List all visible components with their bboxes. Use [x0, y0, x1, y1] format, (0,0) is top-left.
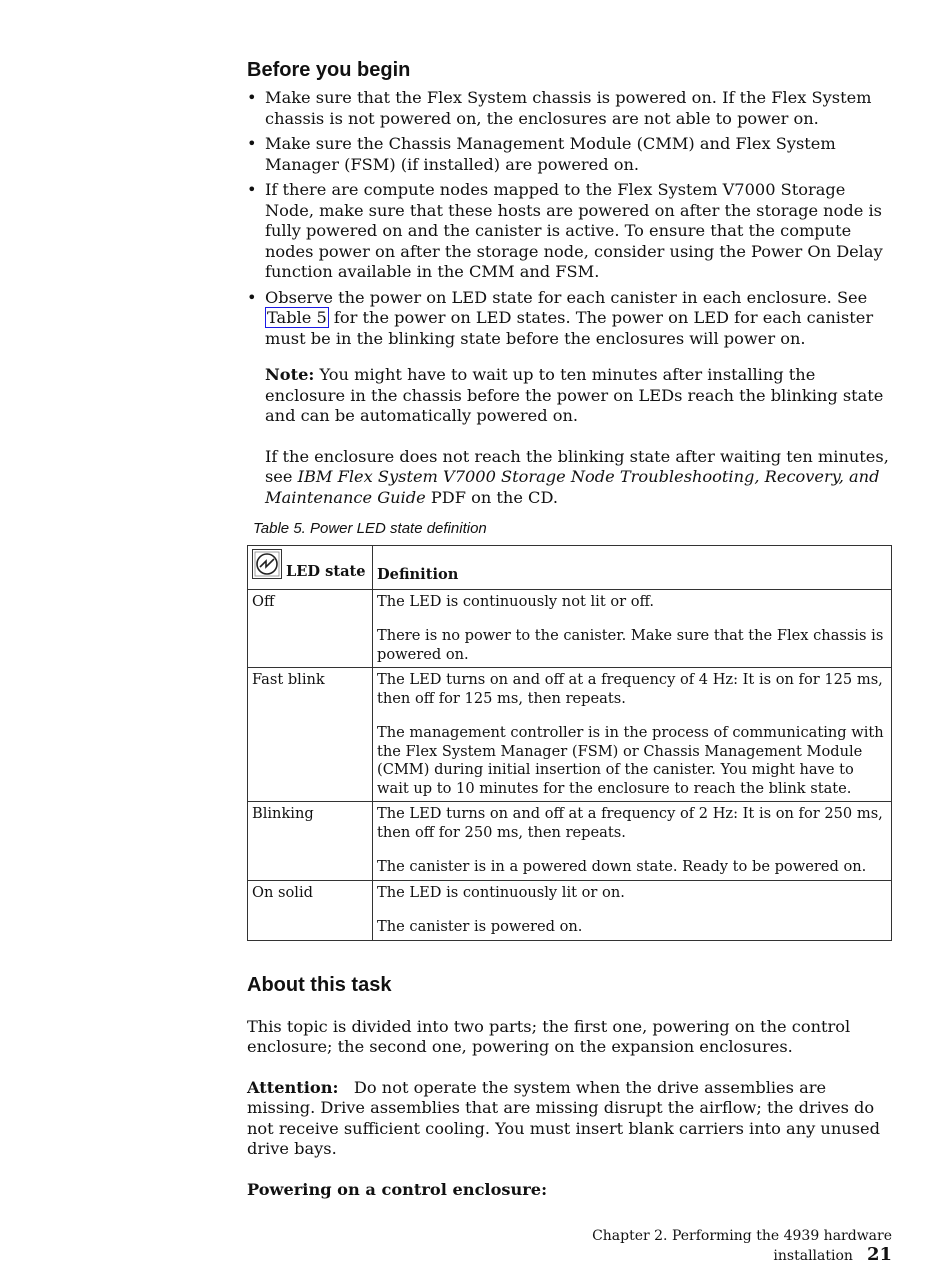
- table-row: [248, 802, 892, 881]
- led-state-header: [248, 546, 373, 590]
- page-number: 21: [866, 1244, 892, 1265]
- guide-title: IBM Flex System V7000 Storage Node Troubleshooting, Recovery, and Maintenance Guide: [265, 467, 880, 507]
- list-item: • Make sure the Chassis Management Module (CMM) and Flex System Manager (FSM) (if installed) are powered on.: [247, 134, 836, 174]
- table-header-row: [248, 546, 892, 590]
- page-content: [247, 56, 892, 1200]
- definition-text: The LED is continuously not lit or off.: [377, 592, 655, 610]
- chapter-title: Chapter 2. Performing the 4939 hardware installation: [592, 1228, 892, 1264]
- state-cell: On solid: [248, 880, 373, 940]
- led-state-header-label: LED state: [286, 563, 366, 580]
- powering-subheading: Powering on a control enclosure:: [247, 1179, 548, 1199]
- definition-text: The management controller is in the process of communicating with the Flex System Manager (FSM) or Chassis Management Module (CMM) during initial insertion of the canister. You might have to wait up to 10 minutes for the enclosure to reach the blink state.: [377, 724, 884, 797]
- table-caption: Table 5. Power LED state definition: [253, 520, 487, 537]
- bullet-text: If there are compute nodes mapped to the Flex System V7000 Storage Node, make sure that these hosts are powered on after the storage node is fully powered on and the canister is active. To ensure that the compute nodes power on after the storage node, consider using the Power On Delay function available in the CMM and FSM.: [265, 180, 883, 281]
- list-item: • Make sure that the Flex System chassis is powered on. If the Flex System chassis is not powered on, the enclosures are not able to power on.: [247, 88, 872, 128]
- led-state-table: [247, 545, 892, 941]
- list-item: • Observe the power on LED state for each canister in each enclosure. See Table 5 for the power on LED states. The power on LED for each canister must be in the blinking state before the enclosures will power on.: [247, 287, 874, 348]
- bullet-text: Observe the power on LED state for each canister in each enclosure. See: [265, 287, 868, 307]
- note-text: You might have to wait up to ten minutes after installing the enclosure in the chassis before the power on LEDs reach the blinking state and can be automatically powered on.: [265, 365, 884, 425]
- table-row: [248, 880, 892, 940]
- definition-text: The canister is powered on.: [377, 918, 583, 935]
- definition-text: There is no power to the canister. Make sure that the Flex chassis is powered on.: [377, 627, 884, 663]
- definition-cell: [373, 589, 892, 668]
- note-paragraph: [247, 365, 892, 427]
- attention-label: Attention:: [247, 1077, 339, 1097]
- attention-paragraph: [247, 1078, 892, 1160]
- prereq-list: [247, 88, 892, 349]
- bullet-text: for the power on LED states. The power on LED for each canister must be in the blinking state before the enclosures will power on.: [265, 308, 874, 348]
- attention-text: Do not operate the system when the drive assemblies are missing. Drive assemblies that are missing disrupt the airflow; the drives do not receive sufficient cooling. You must insert blank carriers into any unused drive bays.: [247, 1077, 880, 1158]
- bullet-text: Make sure that the Flex System chassis is powered on. If the Flex System chassis is not powered on, the enclosures are not able to power on.: [265, 88, 872, 128]
- enclosure-text-end: PDF on the CD.: [425, 487, 558, 507]
- enclosure-text: If the enclosure does not reach the blinking state after waiting ten minutes, see: [265, 446, 889, 486]
- state-cell: Off: [248, 589, 373, 668]
- power-led-icon: [252, 549, 282, 585]
- definition-cell: [373, 668, 892, 802]
- definition-header: Definition: [373, 546, 892, 590]
- about-paragraph: This topic is divided into two parts; the first one, powering on the control enclosure; the second one, powering on the expansion enclosures.: [247, 1016, 851, 1056]
- bullet-text: Make sure the Chassis Management Module (CMM) and Flex System Manager (FSM) (if installed) are powered on.: [265, 134, 836, 174]
- table-5-link[interactable]: Table 5: [267, 308, 327, 327]
- enclosure-paragraph: [247, 447, 892, 509]
- table-row: [248, 589, 892, 668]
- table-row: [248, 668, 892, 802]
- list-item: • If there are compute nodes mapped to the Flex System V7000 Storage Node, make sure that these hosts are powered on after the storage node is fully powered on and the canister is active. To ensure that the compute nodes power on after the storage node, consider using the Power On Delay function available in the CMM and FSM.: [247, 180, 883, 281]
- definition-text: The canister is in a powered down state. Ready to be powered on.: [377, 858, 867, 875]
- about-heading: About this task: [247, 973, 392, 996]
- definition-cell: [373, 880, 892, 940]
- state-cell: Blinking: [248, 802, 373, 881]
- note-label: Note:: [265, 365, 315, 384]
- definition-text: The LED is continuously lit or on.: [377, 883, 625, 901]
- definition-cell: [373, 802, 892, 881]
- state-cell: Fast blink: [248, 668, 373, 802]
- before-heading: Before you begin: [247, 59, 411, 81]
- page-footer: [526, 1228, 892, 1265]
- definition-text: The LED turns on and off at a frequency of 2 Hz: It is on for 250 ms, then off for 250 ms, then repeats.: [377, 805, 883, 841]
- definition-text: The LED turns on and off at a frequency of 4 Hz: It is on for 125 ms, then off for 125 ms, then repeats.: [377, 671, 883, 707]
